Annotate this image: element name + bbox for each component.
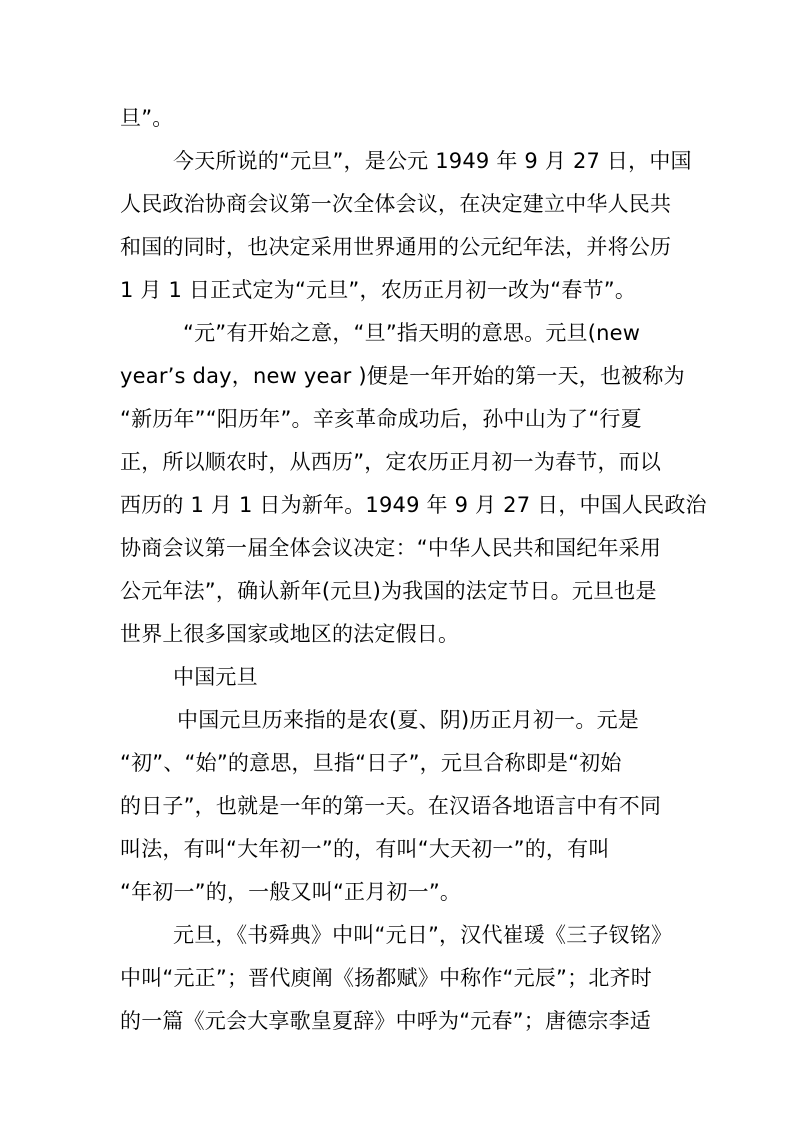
text-line: 公元年法”，确认新年(元旦)为我国的法定节日。元旦也是 (120, 579, 657, 603)
section-heading: 中国元旦 (173, 665, 258, 689)
text-line: 人民政治协商会议第一次全体会议，在决定建立中华人民共 (120, 192, 672, 216)
text-line: 的日子”，也就是一年的第一天。在汉语各地语言中有不同 (120, 794, 662, 818)
text-line: “元”有开始之意，“旦”指天明的意思。元旦(new (183, 321, 641, 345)
text-line: 中叫“元正”；晋代庾阐《扬都赋》中称作“元辰”；北齐时 (120, 966, 652, 990)
text-line: 中国元旦历来指的是农(夏、阴)历正月初一。元是 (177, 708, 639, 732)
text-line: 1 月 1 日正式定为“元旦”，农历正月初一改为“春节”。 (120, 278, 637, 302)
text-line: “初”、“始”的意思，旦指“日子”，元旦合称即是“初始 (120, 751, 622, 775)
text-line: 旦”。 (120, 106, 174, 130)
text-line: 西历的 1 月 1 日为新年。1949 年 9 月 27 日，中国人民政治 (120, 493, 707, 517)
text-line: year’s day，new year )便是一年开始的第一天，也被称为 (120, 364, 685, 388)
text-line: 和国的同时，也决定采用世界通用的公元纪年法，并将公历 (120, 235, 672, 259)
text-line: 协商会议第一届全体会议决定：“中华人民共和国纪年采用 (120, 536, 662, 560)
text-line: “新历年”“阳历年”。辛亥革命成功后，孙中山为了“行夏 (120, 407, 642, 431)
text-line: 正，所以顺农时，从西历”，定农历正月初一为春节，而以 (120, 450, 662, 474)
text-line: 世界上很多国家或地区的法定假日。 (120, 622, 460, 646)
text-line: 的一篇《元会大享歌皇夏辞》中呼为“元春”；唐德宗李适 (120, 1009, 651, 1033)
text-line: 叫法，有叫“大年初一”的，有叫“大天初一”的，有叫 (120, 837, 610, 861)
text-line: 今天所说的“元旦”，是公元 1949 年 9 月 27 日，中国 (173, 149, 692, 173)
text-line: 元旦，《书舜典》中叫“元日”，汉代崔瑗《三子钗铭》 (173, 923, 673, 947)
text-line: “年初一”的，一般又叫“正月初一”。 (120, 880, 462, 904)
